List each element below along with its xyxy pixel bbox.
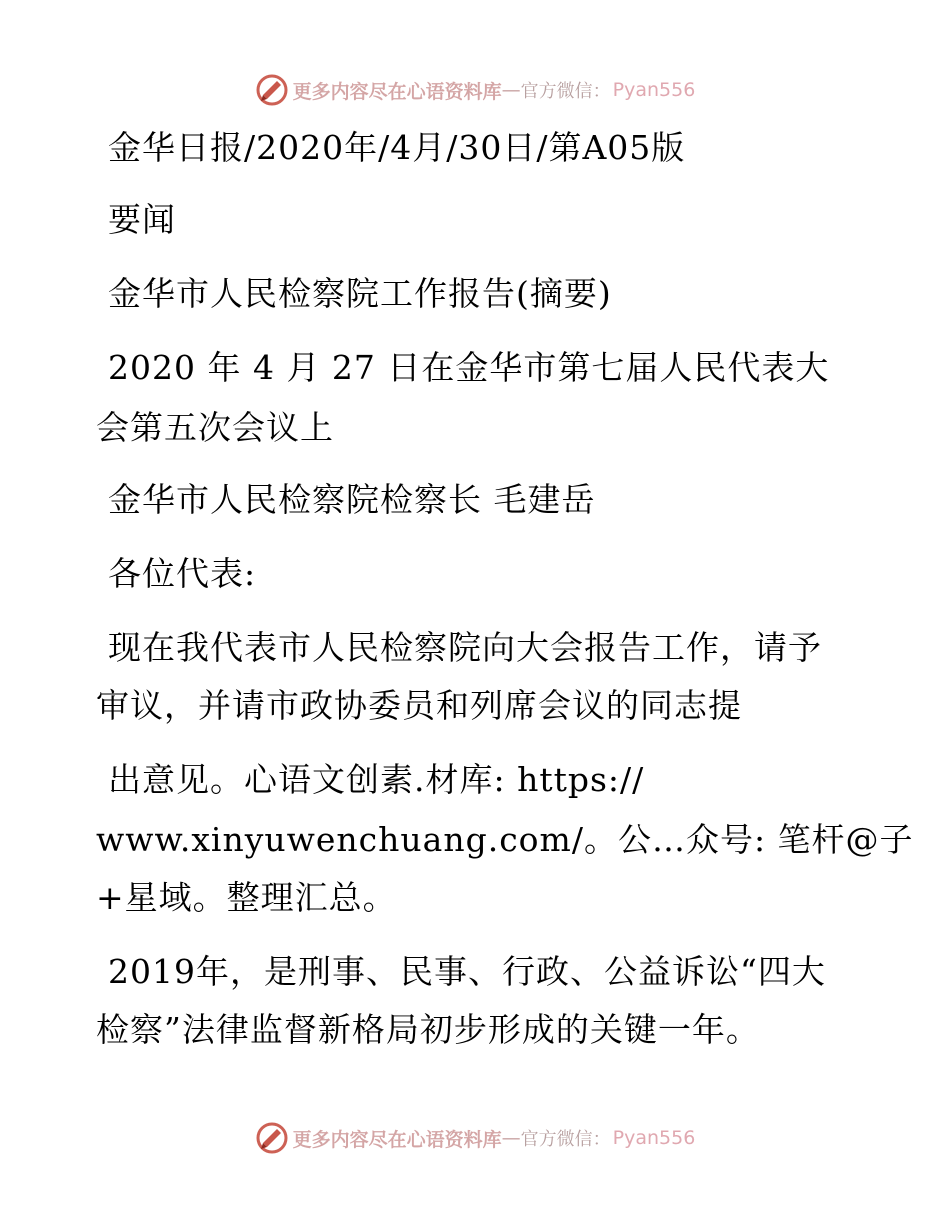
paragraph-2-line-3: +星域。整理汇总。 — [96, 878, 397, 917]
source-line: 金华日报/2020年/4月/30日/第A05版 — [108, 128, 686, 167]
meeting-line-1: 2020 年 4 月 27 日在金华市第七届人民代表大 — [108, 348, 830, 387]
pen-logo-icon — [255, 1121, 289, 1155]
section-label: 要闻 — [108, 200, 176, 239]
watermark-main-text: 更多内容尽在心语资料库 — [292, 80, 502, 103]
header-watermark — [0, 70, 950, 110]
watermark-separator: — — [501, 79, 521, 101]
watermark-wechat-id: Pyan556 — [612, 1127, 696, 1149]
watermark-separator: — — [501, 1127, 521, 1149]
paragraph-2-line-2: www.xinyuwenchuang.com/。公…众号: 笔杆@子 — [96, 820, 914, 859]
report-title: 金华市人民检察院工作报告(摘要) — [108, 274, 612, 313]
watermark-wechat-label: 官方微信： — [520, 1129, 611, 1150]
salutation: 各位代表: — [108, 554, 257, 593]
meeting-line-2: 会第五次会议上 — [96, 408, 334, 447]
watermark-wechat-id: Pyan556 — [612, 79, 696, 101]
paragraph-1-line-1: 现在我代表市人民检察院向大会报告工作，请予 — [108, 628, 822, 667]
footer-watermark — [0, 1118, 950, 1158]
paragraph-2-line-1: 出意见。心语文创素.材库: https:// — [108, 760, 645, 799]
author-line: 金华市人民检察院检察长 毛建岳 — [108, 480, 596, 519]
paragraph-3-line-1: 2019年，是刑事、民事、行政、公益诉讼“四大 — [108, 952, 826, 991]
watermark-main-text: 更多内容尽在心语资料库 — [292, 1128, 502, 1151]
pen-logo-icon — [255, 73, 289, 107]
paragraph-1-line-2: 审议，并请市政协委员和列席会议的同志提 — [96, 686, 742, 725]
paragraph-3-line-2: 检察”法律监督新格局初步形成的关键一年。 — [96, 1010, 760, 1049]
watermark-wechat-label: 官方微信： — [520, 81, 611, 102]
